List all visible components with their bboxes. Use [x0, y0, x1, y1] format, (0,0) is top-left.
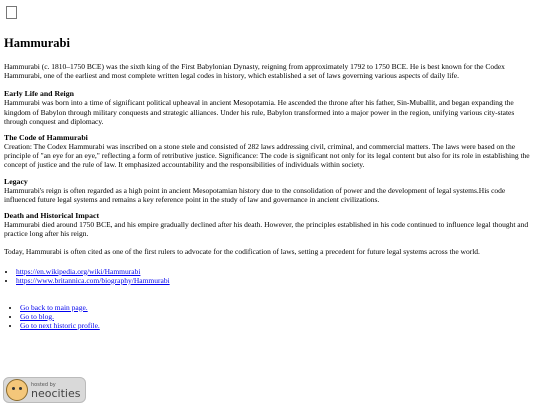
section-body: Creation: The Codex Hammurabi was inscribed on a stone stele and consisted of 282 laws addressing civil, criminal, and commercial matters. The laws were based on the principle of "an eye for an eye," reflecting a form of retributive justice. Significance: The code is significant not only for its legal content but also for its role in establishing the concept of justice and the rule of law. It emphasized accountability and the responsibilities of individuals within society. [4, 142, 530, 170]
page-content [4, 6, 536, 330]
next-profile-link[interactable]: Go to next historic profile. [20, 320, 100, 330]
list-item [20, 321, 536, 330]
section-body: Hammurabi's reign is often regarded as a high point in ancient Mesopotamian history due to the consolidation of power and the development of legal systems.His code influenced future legal systems and remains a key reference point in the study of law and governance in ancient civilizations. [4, 185, 506, 204]
section-heading: The Code of Hammurabi [4, 133, 88, 143]
list-item [16, 276, 536, 285]
section-body: Hammurabi died around 1750 BCE, and his empire gradually declined after his death. However, the principles established in his code continued to influence legal thought and practice long after his reign. [4, 220, 529, 239]
section-heading: Legacy [4, 176, 28, 186]
section-death [4, 211, 536, 238]
broken-image-icon [6, 6, 17, 19]
section-body: Hammurabi was born into a time of significant political upheaval in ancient Mesopotamia. He ascended the throne after his father, Sin-Muballit, and began expanding the kingdom of Babylon through military conquests and strategic alliances. Under his rule, Babylon transformed into a major power in the region, unifying various city-states through conquest and diplomacy. [4, 98, 515, 126]
neocities-cat-icon [6, 379, 28, 401]
badge-small-text: hosted by [31, 381, 56, 388]
main-page-link[interactable]: Go back to main page. [20, 302, 88, 312]
intro-paragraph: Hammurabi (c. 1810–1750 BCE) was the sixth king of the First Babylonian Dynasty, reigning from approximately 1792 to 1750 BCE. He is best known for the Codex Hammurabi, one of the earliest and most complete written legal codes in history, which established a set of laws governing various aspects of daily life. [4, 62, 505, 81]
section-early-life [4, 89, 536, 126]
section-legacy [4, 177, 536, 204]
list-item [16, 267, 536, 276]
neocities-badge[interactable] [3, 377, 86, 403]
closing-paragraph: Today, Hammurabi is often cited as one of the first rulers to advocate for the codification of laws, setting a precedent for future legal systems across the world. [4, 247, 480, 257]
reference-link-britannica[interactable]: https://www.britannica.com/biography/Hammurabi [16, 275, 170, 285]
blog-link[interactable]: Go to blog. [20, 311, 54, 321]
navigation-list [4, 303, 536, 330]
section-heading: Death and Historical Impact [4, 211, 100, 221]
list-item [20, 303, 536, 312]
section-heading: Early Life and Reign [4, 89, 74, 99]
list-item [20, 312, 536, 321]
section-code [4, 133, 536, 170]
reference-link-wikipedia[interactable]: https://en.wikipedia.org/wiki/Hammurabi [16, 266, 141, 276]
reference-list [4, 267, 536, 285]
neocities-badge-text [31, 382, 80, 399]
page-title: Hammurabi [4, 36, 70, 50]
badge-big-text: neocities [31, 386, 81, 400]
